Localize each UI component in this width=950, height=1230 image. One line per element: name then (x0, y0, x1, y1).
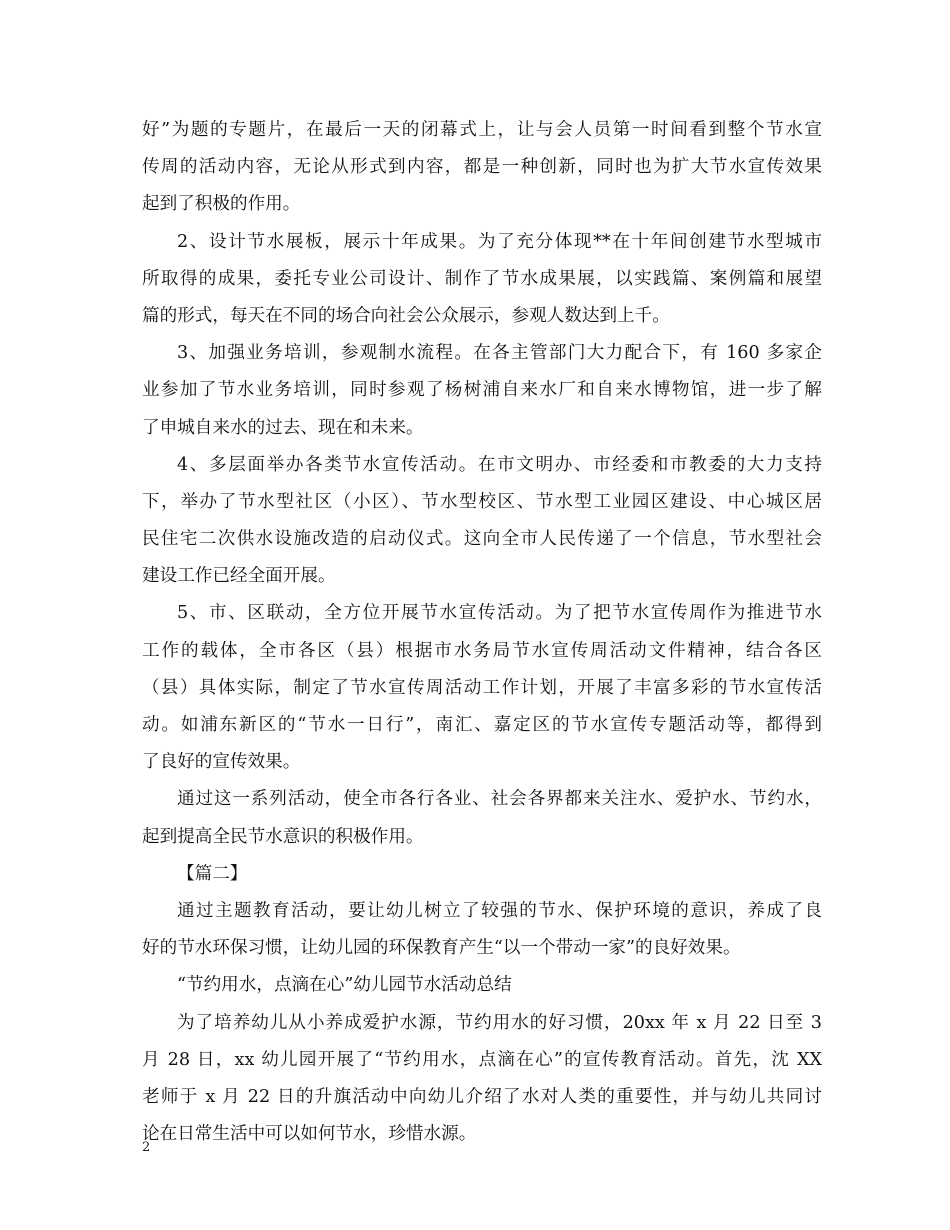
text-line: 动。如浦东新区的“节水一日行”，南汇、嘉定区的节水宣传专题活动等，都得到 (142, 715, 822, 735)
text-line: 论在日常生活中可以如何节水，珍惜水源。 (142, 1124, 477, 1145)
text-line: 5、市、区联动，全方位开展节水宣传活动。为了把节水宣传周作为推进节水 (177, 603, 822, 624)
page-number: 2 (142, 1140, 151, 1155)
text-line: 通过主题教育活动，要让幼儿树立了较强的节水、保护环境的意识，养成了良 (177, 900, 822, 921)
text-line: （县）具体实际，制定了节水宣传周活动工作计划，开展了丰富多彩的节水宣传活 (142, 677, 822, 698)
text-line: 【篇二】 (177, 863, 248, 884)
text-line: 为了培养幼儿从小养成爱护水源，节约用水的好习惯，20xx 年 x 月 22 日至 3 (177, 1012, 822, 1033)
text-line: “节约用水，点滴在心”幼儿园节水活动总结 (177, 975, 512, 996)
text-line: 4、多层面举办各类节水宣传活动。在市文明办、市经委和市教委的大力支持 (177, 454, 822, 475)
text-line: 建设工作已经全面开展。 (142, 566, 336, 587)
text-line: 好的节水环保习惯，让幼儿园的环保教育产生“以一个带动一家”的良好效果。 (142, 938, 741, 959)
text-line: 业参加了节水业务培训，同时参观了杨树浦自来水厂和自来水博物馆，进一步了解 (142, 380, 822, 401)
text-line: 2、设计节水展板，展示十年成果。为了充分体现**在十年间创建节水型城市 (177, 231, 822, 252)
text-line: 起到了积极的作用。 (142, 194, 301, 215)
text-line: 下，举办了节水型社区（小区）、节水型校区、节水型工业园区建设、中心城区居 (142, 491, 822, 512)
text-line: 3、加强业务培训，参观制水流程。在各主管部门大力配合下，有 160 多家企 (177, 343, 822, 364)
text-line: 起到提高全民节水意识的积极作用。 (142, 826, 424, 847)
text-line: 通过这一系列活动，使全市各行各业、社会各界都来关注水、爱护水、节约水， (177, 789, 822, 810)
text-line: 工作的载体，全市各区（县）根据市水务局节水宣传周活动文件精神，结合各区 (142, 640, 822, 661)
text-line: 月 28 日，xx 幼儿园开展了“节约用水，点滴在心”的宣传教育活动。首先，沈 XX (142, 1049, 822, 1070)
text-line: 篇的形式，每天在不同的场合向社会公众展示，参观人数达到上千。 (142, 305, 670, 326)
text-line: 传周的活动内容，无论从形式到内容，都是一种创新，同时也为扩大节水宣传效果 (142, 157, 822, 178)
text-line: 了良好的宣传效果。 (142, 752, 301, 773)
text-line: 了申城自来水的过去、现在和未来。 (142, 417, 424, 438)
text-line: 民住宅二次供水设施改造的启动仪式。这向全市人民传递了一个信息，节水型社会 (142, 529, 822, 550)
text-line: 老师于 x 月 22 日的升旗活动中向幼儿介绍了水对人类的重要性，并与幼儿共同讨 (142, 1086, 822, 1107)
text-line: 好”为题的专题片，在最后一天的闭幕式上，让与会人员第一时间看到整个节水宣 (142, 120, 822, 140)
document-body (142, 112, 822, 1153)
text-line: 所取得的成果，委托专业公司设计、制作了节水成果展，以实践篇、案例篇和展望 (142, 268, 822, 289)
